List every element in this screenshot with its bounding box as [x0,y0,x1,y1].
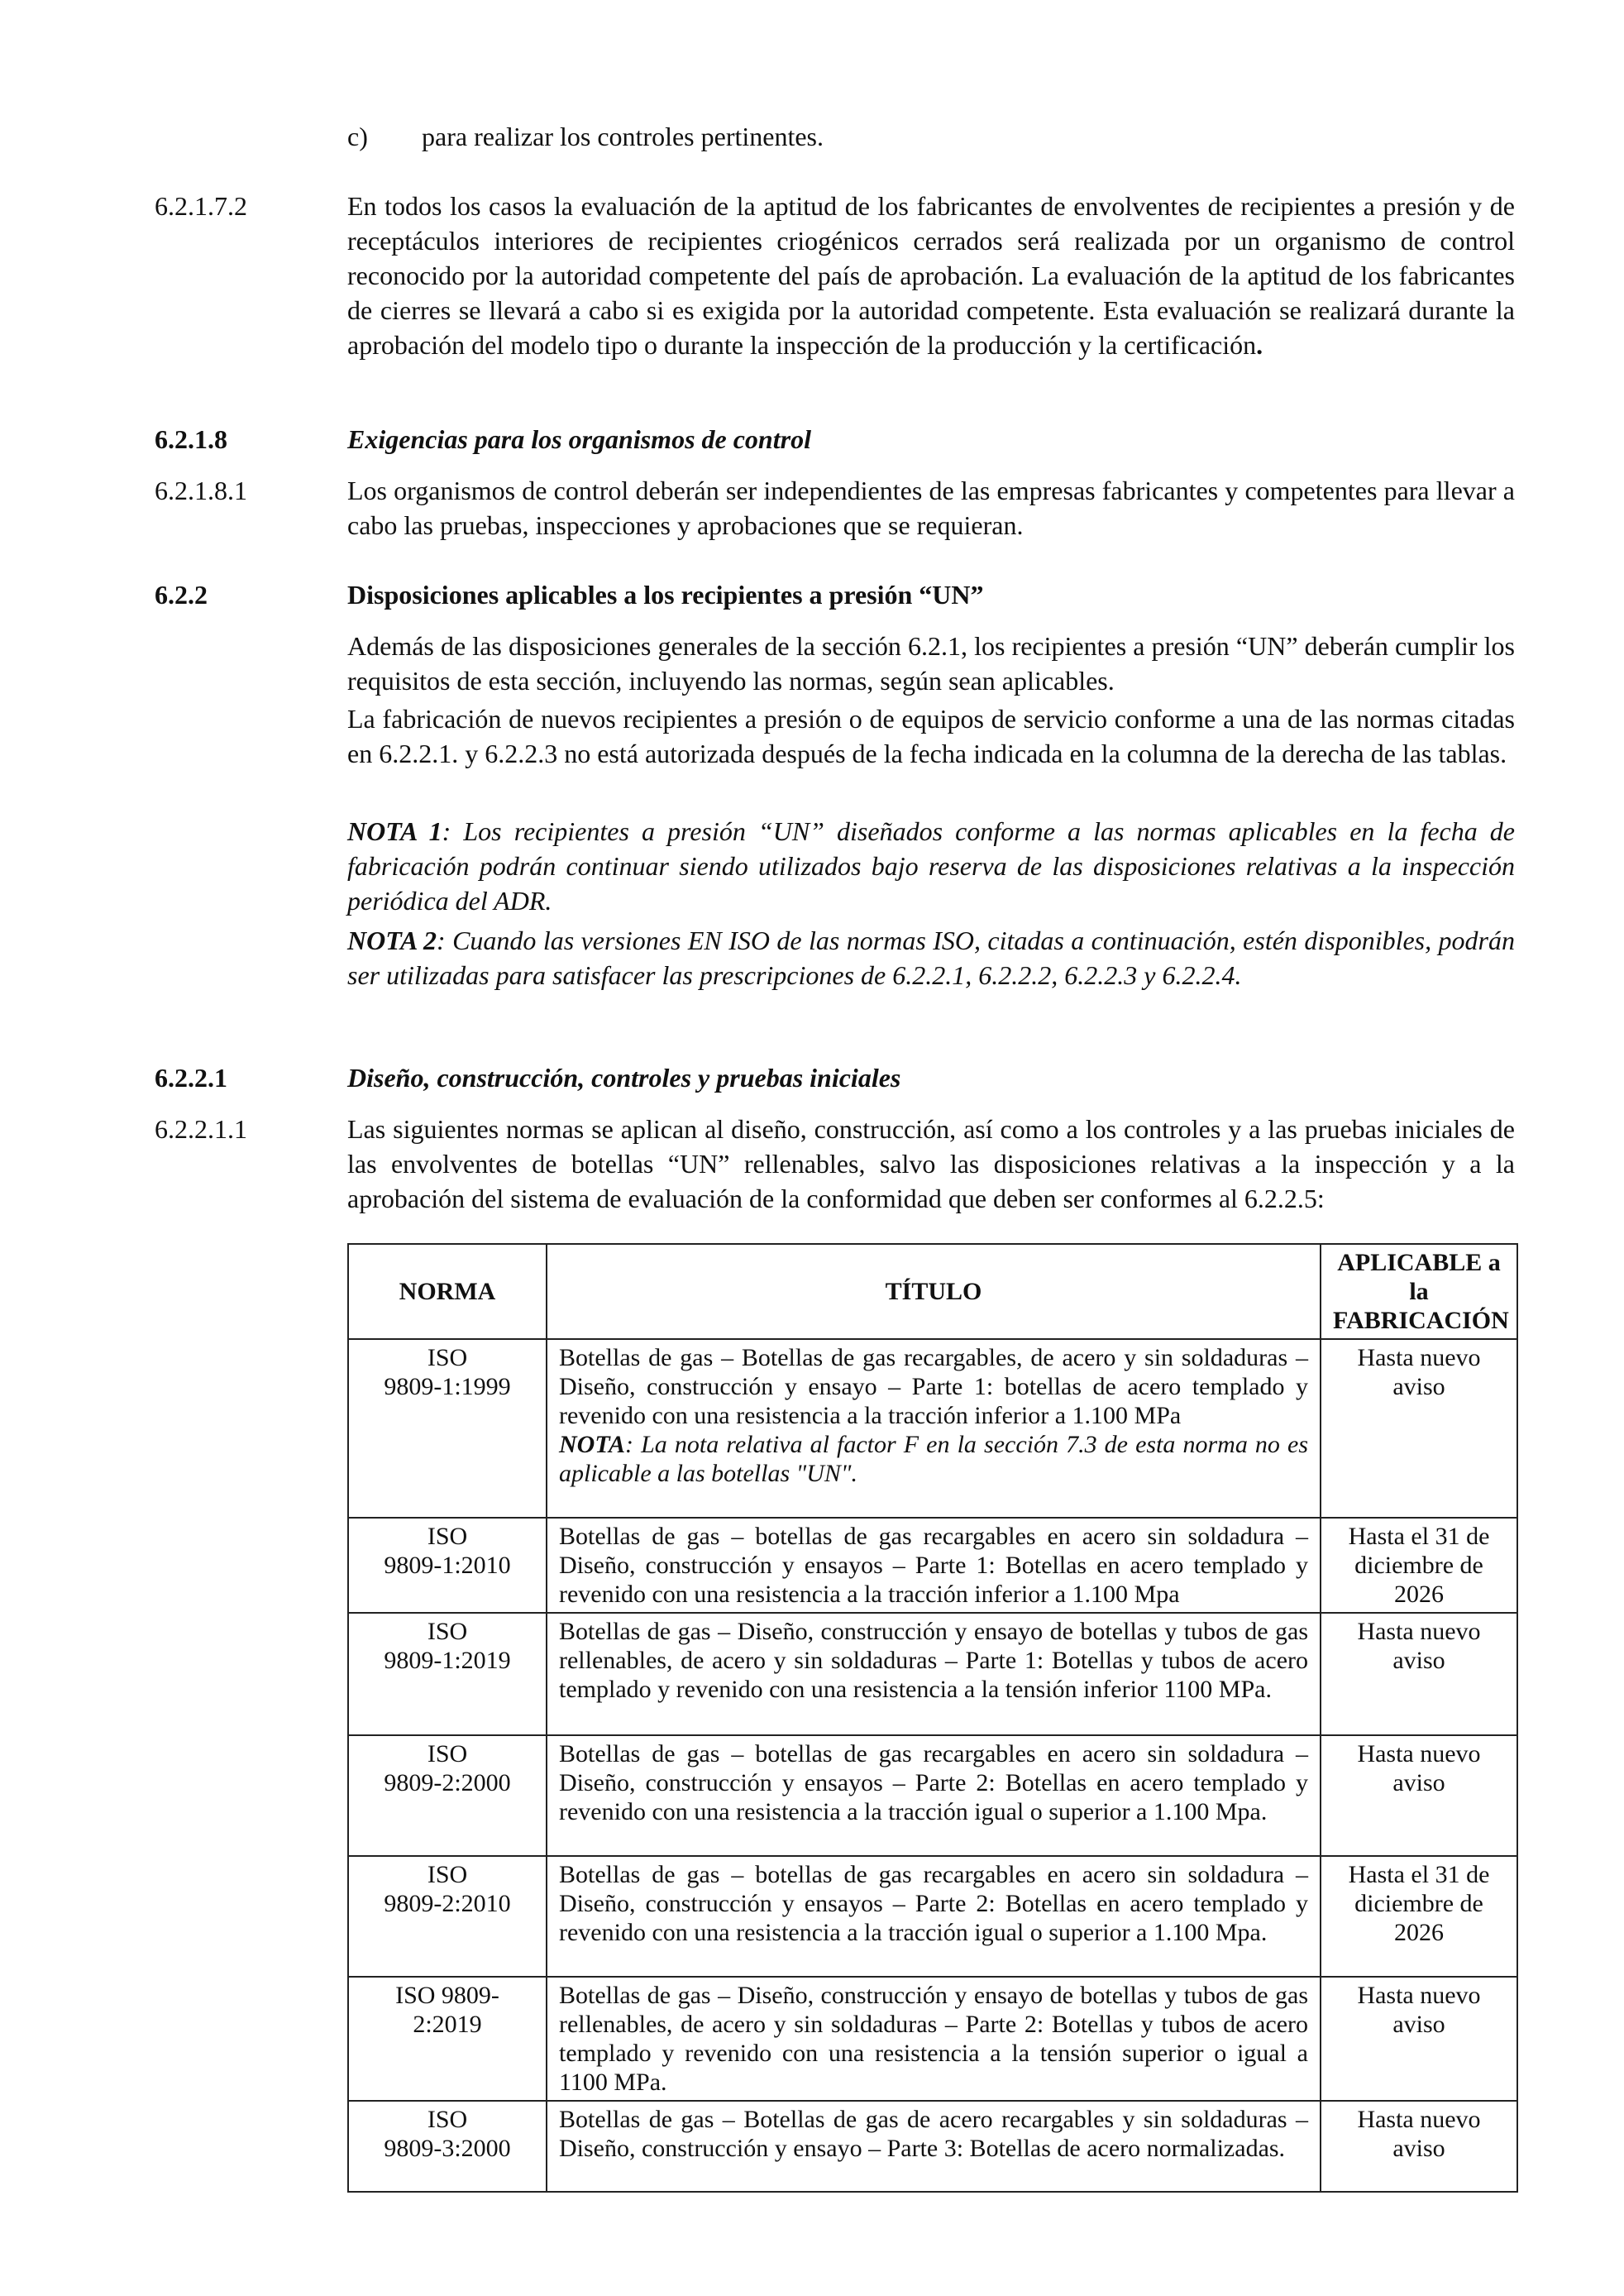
table-row [348,1339,1517,1518]
titulo-cell: Botellas de gas – Botellas de gas de acero recargables y sin soldaduras – Diseño, construcción y ensayo – Parte 3: Botellas de acero normalizadas. [547,2101,1321,2192]
aplicable-cell: Hasta nuevo aviso [1321,1339,1517,1518]
section-number: 6.2.2.1.1 [155,1114,247,1144]
table-row [348,1977,1517,2101]
table-header-row [348,1244,1517,1339]
titulo-cell: Botellas de gas – Diseño, construcción y ensayo de botellas y tubos de gas rellenables, de acero y sin soldaduras – Parte 1: Botellas y tubos de acero templado y revenido con una resistencia a la tensión inferior 1100 MPa. [547,1613,1321,1735]
list-item-label: c) [347,122,368,151]
nota-label: NOTA 2 [347,926,437,955]
section-paragraph: La fabricación de nuevos recipientes a presión o de equipos de servicio conforme a una de las normas citadas en 6.2.2.1. y 6.2.2.3 no está autorizada después de la fecha indicada en la columna de la derecha de las tablas. [347,704,1515,768]
norma-cell: ISO 9809-2:2010 [348,1856,547,1977]
titulo-cell: Botellas de gas – Botellas de gas recargables, de acero y sin soldaduras – Diseño, construcción y ensayo – Parte 1: botellas de acero templado y revenido con una resistencia a la tracción inferior a 1.100 MPa NOTA: La nota relativa al factor F en la sección 7.3 de esta norma no es aplicable a las botellas "UN". [547,1339,1321,1518]
norma-cell: ISO 9809-2:2000 [348,1735,547,1856]
aplicable-cell: Hasta el 31 de diciembre de 2026 [1321,1518,1517,1613]
table-row [348,2101,1517,2192]
header-titulo: TÍTULO [547,1244,1321,1339]
norma-cell: ISO 9809-1:2010 [348,1518,547,1613]
nota-label: NOTA 1 [347,816,442,846]
aplicable-cell: Hasta el 31 de diciembre de 2026 [1321,1856,1517,1977]
section-heading: Exigencias para los organismos de control [347,424,811,454]
section-number: 6.2.1.8.1 [155,476,247,505]
aplicable-cell: Hasta nuevo aviso [1321,1613,1517,1735]
table-row [348,1518,1517,1613]
header-norma: NORMA [348,1244,547,1339]
section-number: 6.2.1.7.2 [155,191,247,221]
list-item-text: para realizar los controles pertinentes. [422,122,824,151]
norma-cell: ISO 9809-3:2000 [348,2101,547,2192]
section-paragraph: Las siguientes normas se aplican al diseño, construcción, así como a los controles y a las pruebas iniciales de las envolventes de botellas “UN” rellenables, salvo las disposiciones relativas a la inspección y a la aprobación del sistema de evaluación de la conformidad que deben ser conformes al 6.2.2.5: [347,1114,1515,1213]
section-paragraph: En todos los casos la evaluación de la aptitud de los fabricantes de envolventes de recipientes a presión y de receptáculos interiores de recipientes criogénicos cerrados será realizada por un organismo de control reconocido por la autoridad competente del país de aprobación. La evaluación de la aptitud de los fabricantes de cierres se llevará a cabo si es exigida por la autoridad competente. Esta evaluación se realizará durante la aprobación del modelo tipo o durante la inspección de la producción y la certificación. [347,191,1515,360]
section-paragraph: Los organismos de control deberán ser independientes de las empresas fabricantes y competentes para llevar a cabo las pruebas, inspecciones y aprobaciones que se requieran. [347,476,1515,540]
standards-table [347,1243,1518,2193]
aplicable-cell: Hasta nuevo aviso [1321,1977,1517,2101]
nota-label: NOTA [559,1431,626,1458]
table-row [348,1613,1517,1735]
section-number: 6.2.1.8 [155,424,227,454]
titulo-cell: Botellas de gas – botellas de gas recargables en acero sin soldadura – Diseño, construcción y ensayos – Parte 1: Botellas en acero templado y revenido con una resistencia a la tracción inferior a 1.100 Mpa [547,1518,1321,1613]
titulo-cell: Botellas de gas – Diseño, construcción y ensayo de botellas y tubos de gas rellenables, de acero y sin soldaduras – Parte 2: Botellas y tubos de acero templado y revenido con una resistencia a la tensión superior o igual a 1100 MPa. [547,1977,1321,2101]
section-number: 6.2.2 [155,580,208,610]
nota-text: : Los recipientes a presión “UN” diseñados conforme a las normas aplicables en la fecha de fabricación podrán continuar siendo utilizados bajo reserva de las disposiciones relativas a la inspección periódica del ADR. [347,816,1516,916]
aplicable-cell: Hasta nuevo aviso [1321,1735,1517,1856]
norma-cell: ISO 9809-1:2019 [348,1613,547,1735]
titulo-cell: Botellas de gas – botellas de gas recargables en acero sin soldadura – Diseño, construcción y ensayos – Parte 2: Botellas en acero templado y revenido con una resistencia a la tracción igual o superior a 1.100 Mpa. [547,1856,1321,1977]
section-heading: Disposiciones aplicables a los recipientes a presión “UN” [347,580,984,610]
section-number: 6.2.2.1 [155,1063,227,1093]
header-aplicable: APLICABLE a la FABRICACIÓN [1321,1244,1517,1339]
section-heading: Diseño, construcción, controles y pruebas iniciales [347,1063,901,1093]
table-row [348,1856,1517,1977]
norma-cell: ISO 9809- 2:2019 [348,1977,547,2101]
section-paragraph: Además de las disposiciones generales de la sección 6.2.1, los recipientes a presión “UN” deberán cumplir los requisitos de esta sección, incluyendo las normas, según sean aplicables. [347,631,1515,696]
table-row [348,1735,1517,1856]
norma-cell: ISO 9809-1:1999 [348,1339,547,1518]
titulo-cell: Botellas de gas – botellas de gas recargables en acero sin soldadura – Diseño, construcción y ensayos – Parte 2: Botellas en acero templado y revenido con una resistencia a la tracción igual o superior a 1.100 Mpa. [547,1735,1321,1856]
nota-text: : La nota relativa al factor F en la sección 7.3 de esta norma no es aplicable a las botellas "UN". [559,1431,1308,1487]
nota-text: : Cuando las versiones EN ISO de las normas ISO, citadas a continuación, estén disponibles, podrán ser utilizadas para satisfacer las prescripciones de 6.2.2.1, 6.2.2.2, 6.2.2.3 y 6.2.2.4. [347,926,1516,990]
aplicable-cell: Hasta nuevo aviso [1321,2101,1517,2192]
